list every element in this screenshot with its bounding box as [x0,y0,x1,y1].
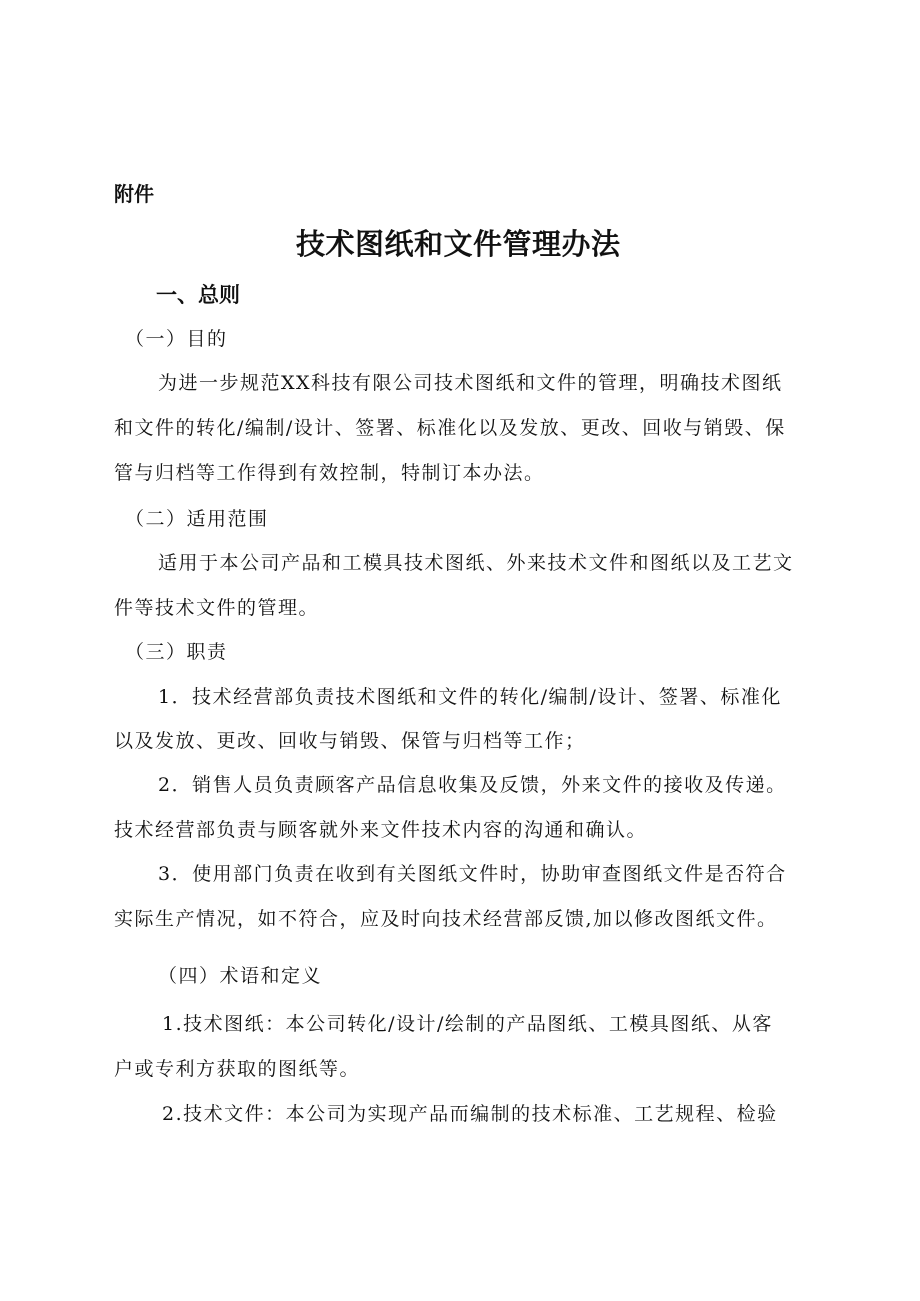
subsection-heading-scope: （二）适用范围 [125,508,269,530]
subsection-heading-responsibilities: （三）职责 [125,641,228,663]
document-title: 技术图纸和文件管理办法 [296,227,621,261]
attachment-label: 附件 [114,182,154,206]
purpose-line: 为进一步规范XX科技有限公司技术图纸和文件的管理，明确技术图纸 [158,372,783,394]
term-item-1: 1.技术图纸：本公司转化/设计/绘制的产品图纸、工模具图纸、从客 [162,1013,773,1035]
term-item-2: 2.技术文件：本公司为实现产品而编制的技术标准、工艺规程、检验 [162,1103,778,1125]
responsibility-item-2-cont: 技术经营部负责与顾客就外来文件技术内容的沟通和确认。 [114,819,648,841]
scope-line: 件等技术文件的管理。 [114,597,320,619]
responsibility-item-3: 3．使用部门负责在收到有关图纸文件时，协助审查图纸文件是否符合 [158,863,787,885]
subsection-heading-purpose: （一）目的 [125,328,228,350]
section-heading-general: 一、总则 [156,283,240,307]
term-item-1-cont: 户或专利方获取的图纸等。 [114,1058,361,1080]
responsibility-item-3-cont: 实际生产情况，如不符合，应及时向技术经营部反馈,加以修改图纸文件。 [114,908,778,930]
responsibility-item-2: 2．销售人员负责顾客产品信息收集及反馈，外来文件的接收及传递。 [158,774,787,796]
purpose-line: 管与归档等工作得到有效控制，特制订本办法。 [114,462,545,484]
responsibility-item-1-cont: 以及发放、更改、回收与销毁、保管与归档等工作； [114,730,586,752]
subsection-heading-terms: （四）术语和定义 [158,965,323,987]
responsibility-item-1: 1．技术经营部负责技术图纸和文件的转化/编制/设计、签署、标准化 [158,686,782,708]
scope-line: 适用于本公司产品和工模具技术图纸、外来技术文件和图纸以及工艺文 [158,552,794,574]
purpose-line: 和文件的转化/编制/设计、签署、标准化以及发放、更改、回收与销毁、保 [114,417,786,439]
